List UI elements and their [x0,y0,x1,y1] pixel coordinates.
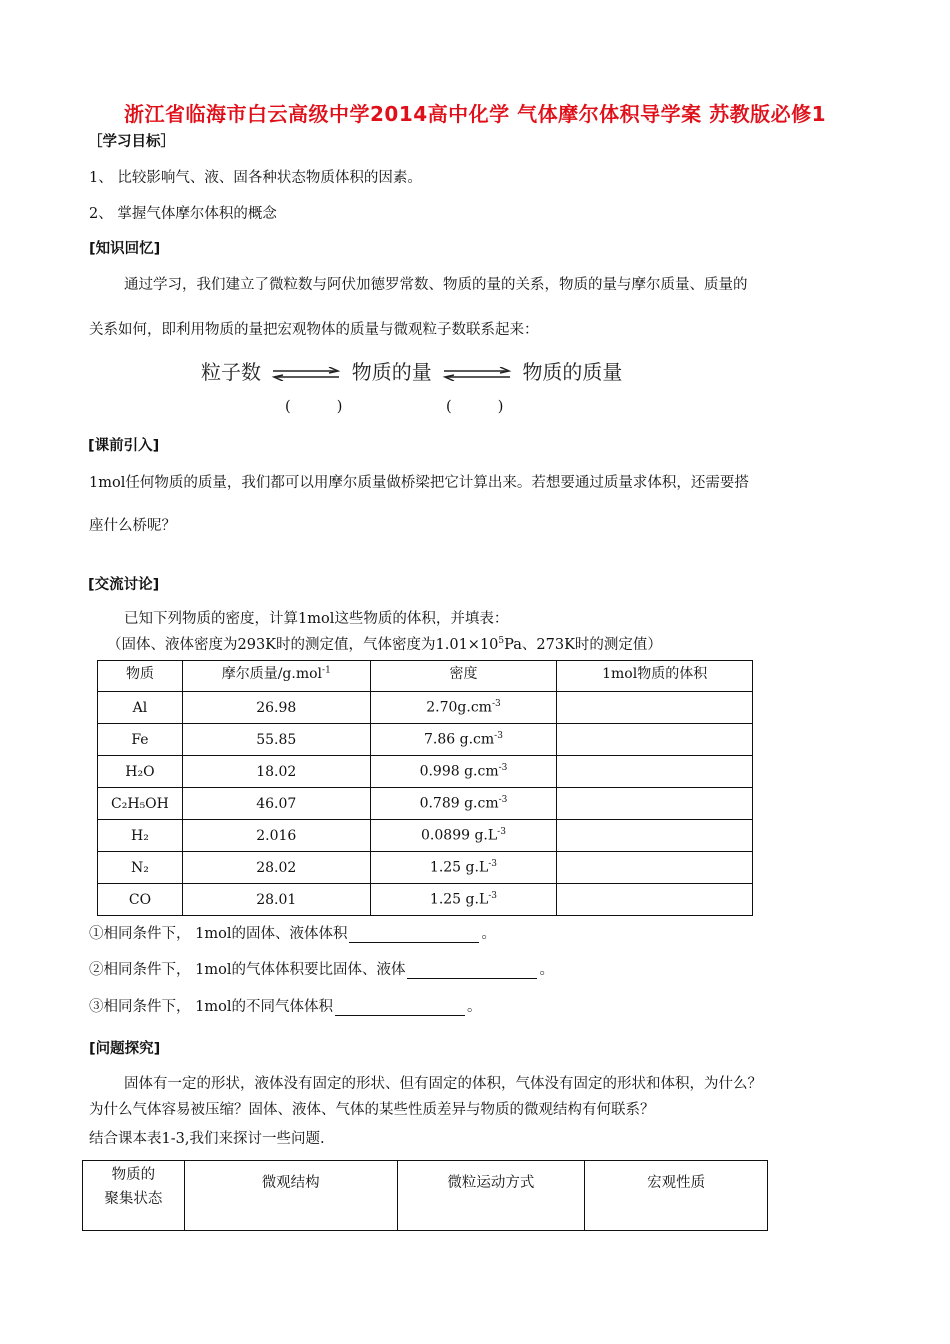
header-molar-mass: 摩尔质量/g.mol$^{-1}$ [182,661,370,692]
node-amount-of-substance: 物质的量 [351,360,432,384]
objective-2: 2、 掌握气体摩尔体积的概念 [89,206,277,222]
double-arrow-icon [271,367,341,381]
table-row: C₂H₅OH 46.07 0.789 $g.cm^{-3}$ [98,788,753,820]
header-substance: 物质 [98,661,183,692]
double-arrow-icon [442,367,512,381]
density-table [97,660,753,916]
review-heading: [知识回忆] [89,241,161,257]
header-particle-motion: 微粒运动方式 [397,1161,585,1231]
state-table [82,1160,768,1231]
volume-cell[interactable] [557,852,753,884]
volume-cell[interactable] [557,756,753,788]
table-header-row [83,1161,768,1231]
fill-blank[interactable] [407,963,537,979]
header-density: 密度 [370,661,557,692]
discussion-heading: [交流讨论] [88,577,160,593]
table-row: Fe 55.85 7.86 $g.cm^{-3}$ [98,724,753,756]
review-paragraph-line1: 通过学习，我们建立了微粒数与阿伏加德罗常数、物质的量的关系，物质的量与摩尔质量、质量的 [124,277,748,293]
table-header-row [98,661,753,692]
conclusion-1: ①相同条件下， 1mol的固体、液体体积 。 [89,926,496,942]
intro-line2: 座什么桥呢？ [89,518,176,534]
conclusion-3: ③相同条件下， 1mol的不同气体体积 。 [89,999,482,1015]
table-row: N₂ 28.02 1.25 $g.L^{-3}$ [98,852,753,884]
discussion-line1: 已知下列物质的密度，计算1mol这些物质的体积，并填表： [124,611,509,627]
discussion-line2: （固体、液体密度为293K时的测定值，气体密度为$1.01\times 10^5Pa$、273K时的测定值） [107,636,662,653]
node-mass: 物质的质量 [522,360,623,384]
table-row: H₂O 18.02 0.998 $g.cm^{-3}$ [98,756,753,788]
volume-cell[interactable] [557,884,753,916]
fill-blank[interactable] [349,927,479,943]
conversion-diagram [201,356,622,385]
header-micro-structure: 微观结构 [184,1161,397,1231]
intro-heading: [课前引入] [88,438,160,454]
blank-1: ( ) [285,399,343,415]
review-paragraph-line2: 关系如何，即利用物质的量把宏观物体的质量与微观粒子数联系起来： [89,322,539,338]
explore-line3: 结合课本表1-3,我们来探讨一些问题. [89,1131,325,1147]
objectives-heading: ［学习目标］ [88,134,175,150]
volume-cell[interactable] [557,820,753,852]
explore-heading: [问题探究] [89,1041,161,1057]
page-title: 浙江省临海市白云高级中学2014高中化学 气体摩尔体积导学案 苏教版必修1 [123,102,826,126]
conclusion-2: ②相同条件下， 1mol的气体体积要比固体、液体 。 [89,962,554,978]
node-particle-count: 粒子数 [201,360,261,384]
table-row: H₂ 2.016 0.0899 $g.L^{-3}$ [98,820,753,852]
volume-cell[interactable] [557,692,753,724]
intro-line1: 1mol任何物质的质量，我们都可以用摩尔质量做桥梁把它计算出来。若想要通过质量求体积，还需要搭 [89,475,749,491]
header-state: 物质的 聚集状态 [83,1161,185,1231]
fill-blank[interactable] [335,1000,465,1016]
header-macro-properties: 宏观性质 [585,1161,768,1231]
header-volume: 1mol物质的体积 [557,661,753,692]
blank-2: ( ) [446,399,504,415]
table-row: Al 26.98 $2.70g.cm^{-3}$ [98,692,753,724]
volume-cell[interactable] [557,788,753,820]
explore-line2: 为什么气体容易被压缩？固体、液体、气体的某些性质差异与物质的微观结构有何联系？ [89,1102,655,1118]
volume-cell[interactable] [557,724,753,756]
table-row: CO 28.01 1.25 $g.L^{-3}$ [98,884,753,916]
objective-1: 1、 比较影响气、液、固各种状态物质体积的因素。 [89,170,422,186]
explore-line1: 固体有一定的形状，液体没有固定的形状、但有固定的体积，气体没有固定的形状和体积，为什么？ [124,1076,762,1092]
